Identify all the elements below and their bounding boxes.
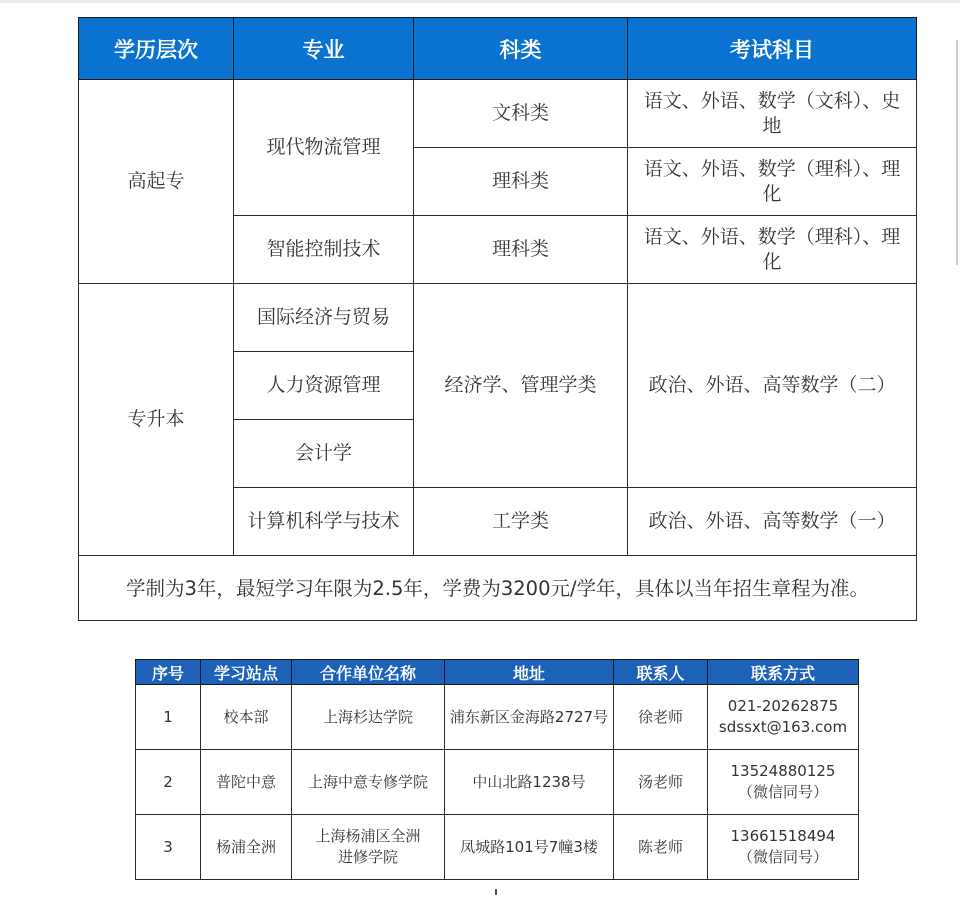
row-number: 3 <box>136 815 201 880</box>
table-row <box>79 556 917 621</box>
table-row <box>79 80 917 148</box>
level-cell: 专升本 <box>79 284 234 556</box>
partner-name: 上海杨浦区全洲进修学院 <box>292 815 445 880</box>
row-number: 1 <box>136 685 201 750</box>
program-table-header <box>79 18 917 80</box>
category-cell: 理科类 <box>414 216 628 284</box>
header-station: 学习站点 <box>201 660 292 685</box>
contact-info <box>708 685 859 750</box>
major-cell: 国际经济与贸易 <box>234 284 414 352</box>
major-cell: 计算机科学与技术 <box>234 488 414 556</box>
address: 浦东新区金海路2727号 <box>445 685 614 750</box>
station-name: 杨浦全洲 <box>201 815 292 880</box>
station-name: 普陀中意 <box>201 750 292 815</box>
table-row <box>136 685 859 750</box>
header-subjects: 考试科目 <box>628 18 917 80</box>
header-major: 专业 <box>234 18 414 80</box>
category-cell: 文科类 <box>414 80 628 148</box>
major-cell: 会计学 <box>234 420 414 488</box>
top-border <box>0 0 960 3</box>
header-address: 地址 <box>445 660 614 685</box>
wechat-note: （微信同号） <box>737 783 828 801</box>
subjects-cell: 语文、外语、数学（理科）、理化 <box>628 216 917 284</box>
category-cell: 理科类 <box>414 148 628 216</box>
level-cell: 高起专 <box>79 80 234 284</box>
row-number: 2 <box>136 750 201 815</box>
stations-table-header <box>136 660 859 685</box>
header-contact-info: 联系方式 <box>708 660 859 685</box>
header-contact: 联系人 <box>614 660 708 685</box>
major-cell: 智能控制技术 <box>234 216 414 284</box>
contact-person: 陈老师 <box>614 815 708 880</box>
address: 凤城路101号7幢3楼 <box>445 815 614 880</box>
table-row <box>136 750 859 815</box>
contact-person: 徐老师 <box>614 685 708 750</box>
email: sdssxt@163.com <box>718 718 848 736</box>
phone: 13661518494 <box>730 827 836 845</box>
partner-name: 上海杉达学院 <box>292 685 445 750</box>
partner-name: 上海中意专修学院 <box>292 750 445 815</box>
stations-table <box>135 659 859 880</box>
wechat-note: （微信同号） <box>737 848 828 866</box>
header-level: 学历层次 <box>79 18 234 80</box>
subjects-cell: 政治、外语、高等数学（一） <box>628 488 917 556</box>
subjects-cell: 语文、外语、数学（文科）、史地 <box>628 80 917 148</box>
address: 中山北路1238号 <box>445 750 614 815</box>
station-name: 校本部 <box>201 685 292 750</box>
contact-info <box>708 815 859 880</box>
major-cell: 人力资源管理 <box>234 352 414 420</box>
contact-info <box>708 750 859 815</box>
table-row <box>136 815 859 880</box>
category-cell: 经济学、管理学类 <box>414 284 628 488</box>
header-category: 科类 <box>414 18 628 80</box>
phone: 021-20262875 <box>727 697 839 715</box>
program-note: 学制为3年，最短学习年限为2.5年，学费为3200元/学年，具体以当年招生章程为准。 <box>79 556 917 621</box>
phone: 13524880125 <box>730 762 836 780</box>
major-cell: 现代物流管理 <box>234 80 414 216</box>
subjects-cell: 语文、外语、数学（理科）、理化 <box>628 148 917 216</box>
header-partner: 合作单位名称 <box>292 660 445 685</box>
cursor-mark <box>495 889 497 895</box>
scrollbar-track[interactable] <box>956 40 958 265</box>
contact-person: 汤老师 <box>614 750 708 815</box>
table-row <box>79 284 917 352</box>
program-table <box>78 17 917 621</box>
subjects-cell: 政治、外语、高等数学（二） <box>628 284 917 488</box>
category-cell: 工学类 <box>414 488 628 556</box>
header-no: 序号 <box>136 660 201 685</box>
